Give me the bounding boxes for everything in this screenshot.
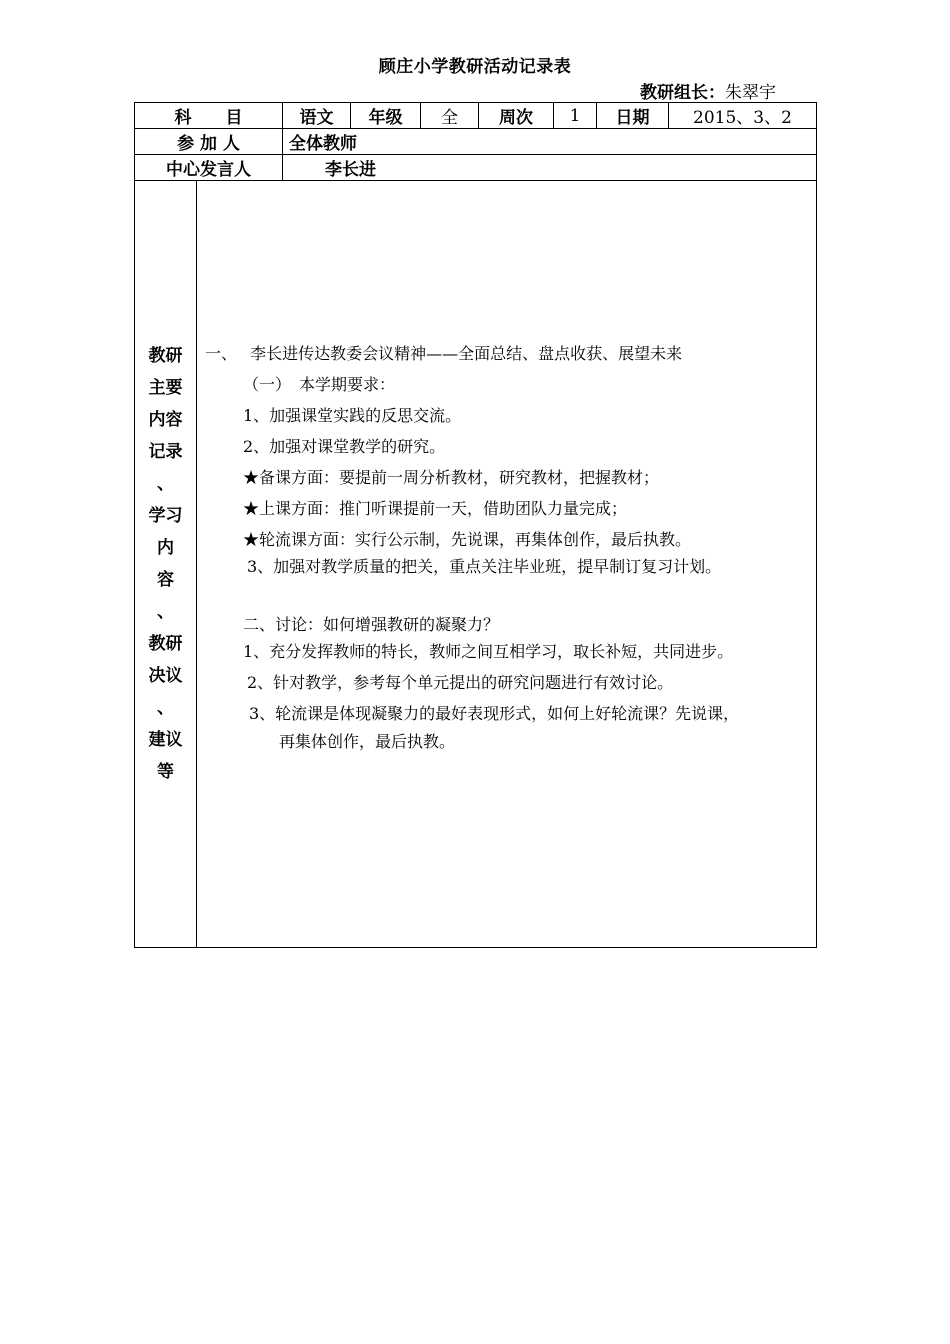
group-leader — [640, 78, 776, 103]
header-row — [135, 103, 817, 129]
content-body — [197, 181, 817, 948]
speaker-value: 李长进 — [283, 155, 817, 181]
side-label-part: 、 — [157, 698, 174, 718]
subject-value: 语文 — [283, 103, 351, 129]
content-line: 3、轮流课是体现凝聚力的最好表现形式，如何上好轮流课？先说课， — [249, 704, 740, 723]
side-label-part: 、 — [157, 474, 174, 494]
participants-label: 参 加 人 — [135, 129, 283, 155]
grade-label: 年级 — [351, 103, 421, 129]
side-label-part: 学习 — [148, 506, 183, 526]
content-line: 3、加强对教学质量的把关，重点关注毕业班，提早制订复习计划。 — [247, 557, 722, 576]
content-line: ★上课方面：推门听课提前一天，借助团队力量完成； — [243, 499, 628, 518]
content-line: 一、 李长进传达教委会议精神——全面总结、盘点收获、展望未来 — [205, 344, 683, 363]
side-label-part: 决议 — [148, 666, 183, 686]
content-line: ★轮流课方面：实行公示制，先说课，再集体创作，最后执教。 — [243, 530, 692, 549]
speaker-row — [135, 155, 817, 181]
content-line: 1、加强课堂实践的反思交流。 — [243, 406, 462, 425]
side-label-part: 主要 — [148, 378, 183, 398]
week-label: 周次 — [479, 103, 554, 129]
subject-label: 科 目 — [135, 103, 283, 129]
group-leader-label: 教研组长： — [640, 83, 725, 103]
side-label-part: 教研 — [148, 346, 183, 366]
week-value: 1 — [554, 103, 597, 129]
content-side-label — [135, 181, 197, 948]
side-label-part: 记录 — [148, 442, 183, 462]
content-line: 二、讨论：如何增强教研的凝聚力？ — [243, 615, 500, 634]
content-line: ★备课方面：要提前一周分析教材，研究教材，把握教材； — [243, 468, 660, 487]
side-label-part: 、 — [157, 602, 174, 622]
participants-value: 全体教师 — [283, 129, 817, 155]
group-leader-name: 朱翠宇 — [725, 83, 776, 103]
participants-row — [135, 129, 817, 155]
content-line: 1、充分发挥教师的特长，教师之间互相学习，取长补短，共同进步。 — [243, 642, 734, 661]
content-line: 2、加强对课堂教学的研究。 — [243, 437, 446, 456]
side-label-part: 内容 — [148, 410, 183, 430]
side-label-part: 容 — [157, 570, 174, 590]
speaker-label: 中心发言人 — [135, 155, 283, 181]
record-form — [134, 102, 817, 948]
date-value: 2015、3、2 — [669, 103, 817, 129]
side-label-part: 等 — [157, 762, 174, 782]
page-title: 顾庄小学教研活动记录表 — [378, 57, 572, 77]
grade-value: 全 — [421, 103, 479, 129]
content-row — [135, 181, 817, 948]
side-label-part: 建议 — [148, 730, 183, 750]
side-label-part: 内 — [157, 538, 174, 558]
date-label: 日期 — [597, 103, 669, 129]
content-line: （一） 本学期要求： — [243, 375, 396, 394]
content-line: 2、针对教学，参考每个单元提出的研究问题进行有效讨论。 — [247, 673, 674, 692]
content-line: 再集体创作，最后执教。 — [279, 732, 456, 751]
side-label-part: 教研 — [148, 634, 183, 654]
